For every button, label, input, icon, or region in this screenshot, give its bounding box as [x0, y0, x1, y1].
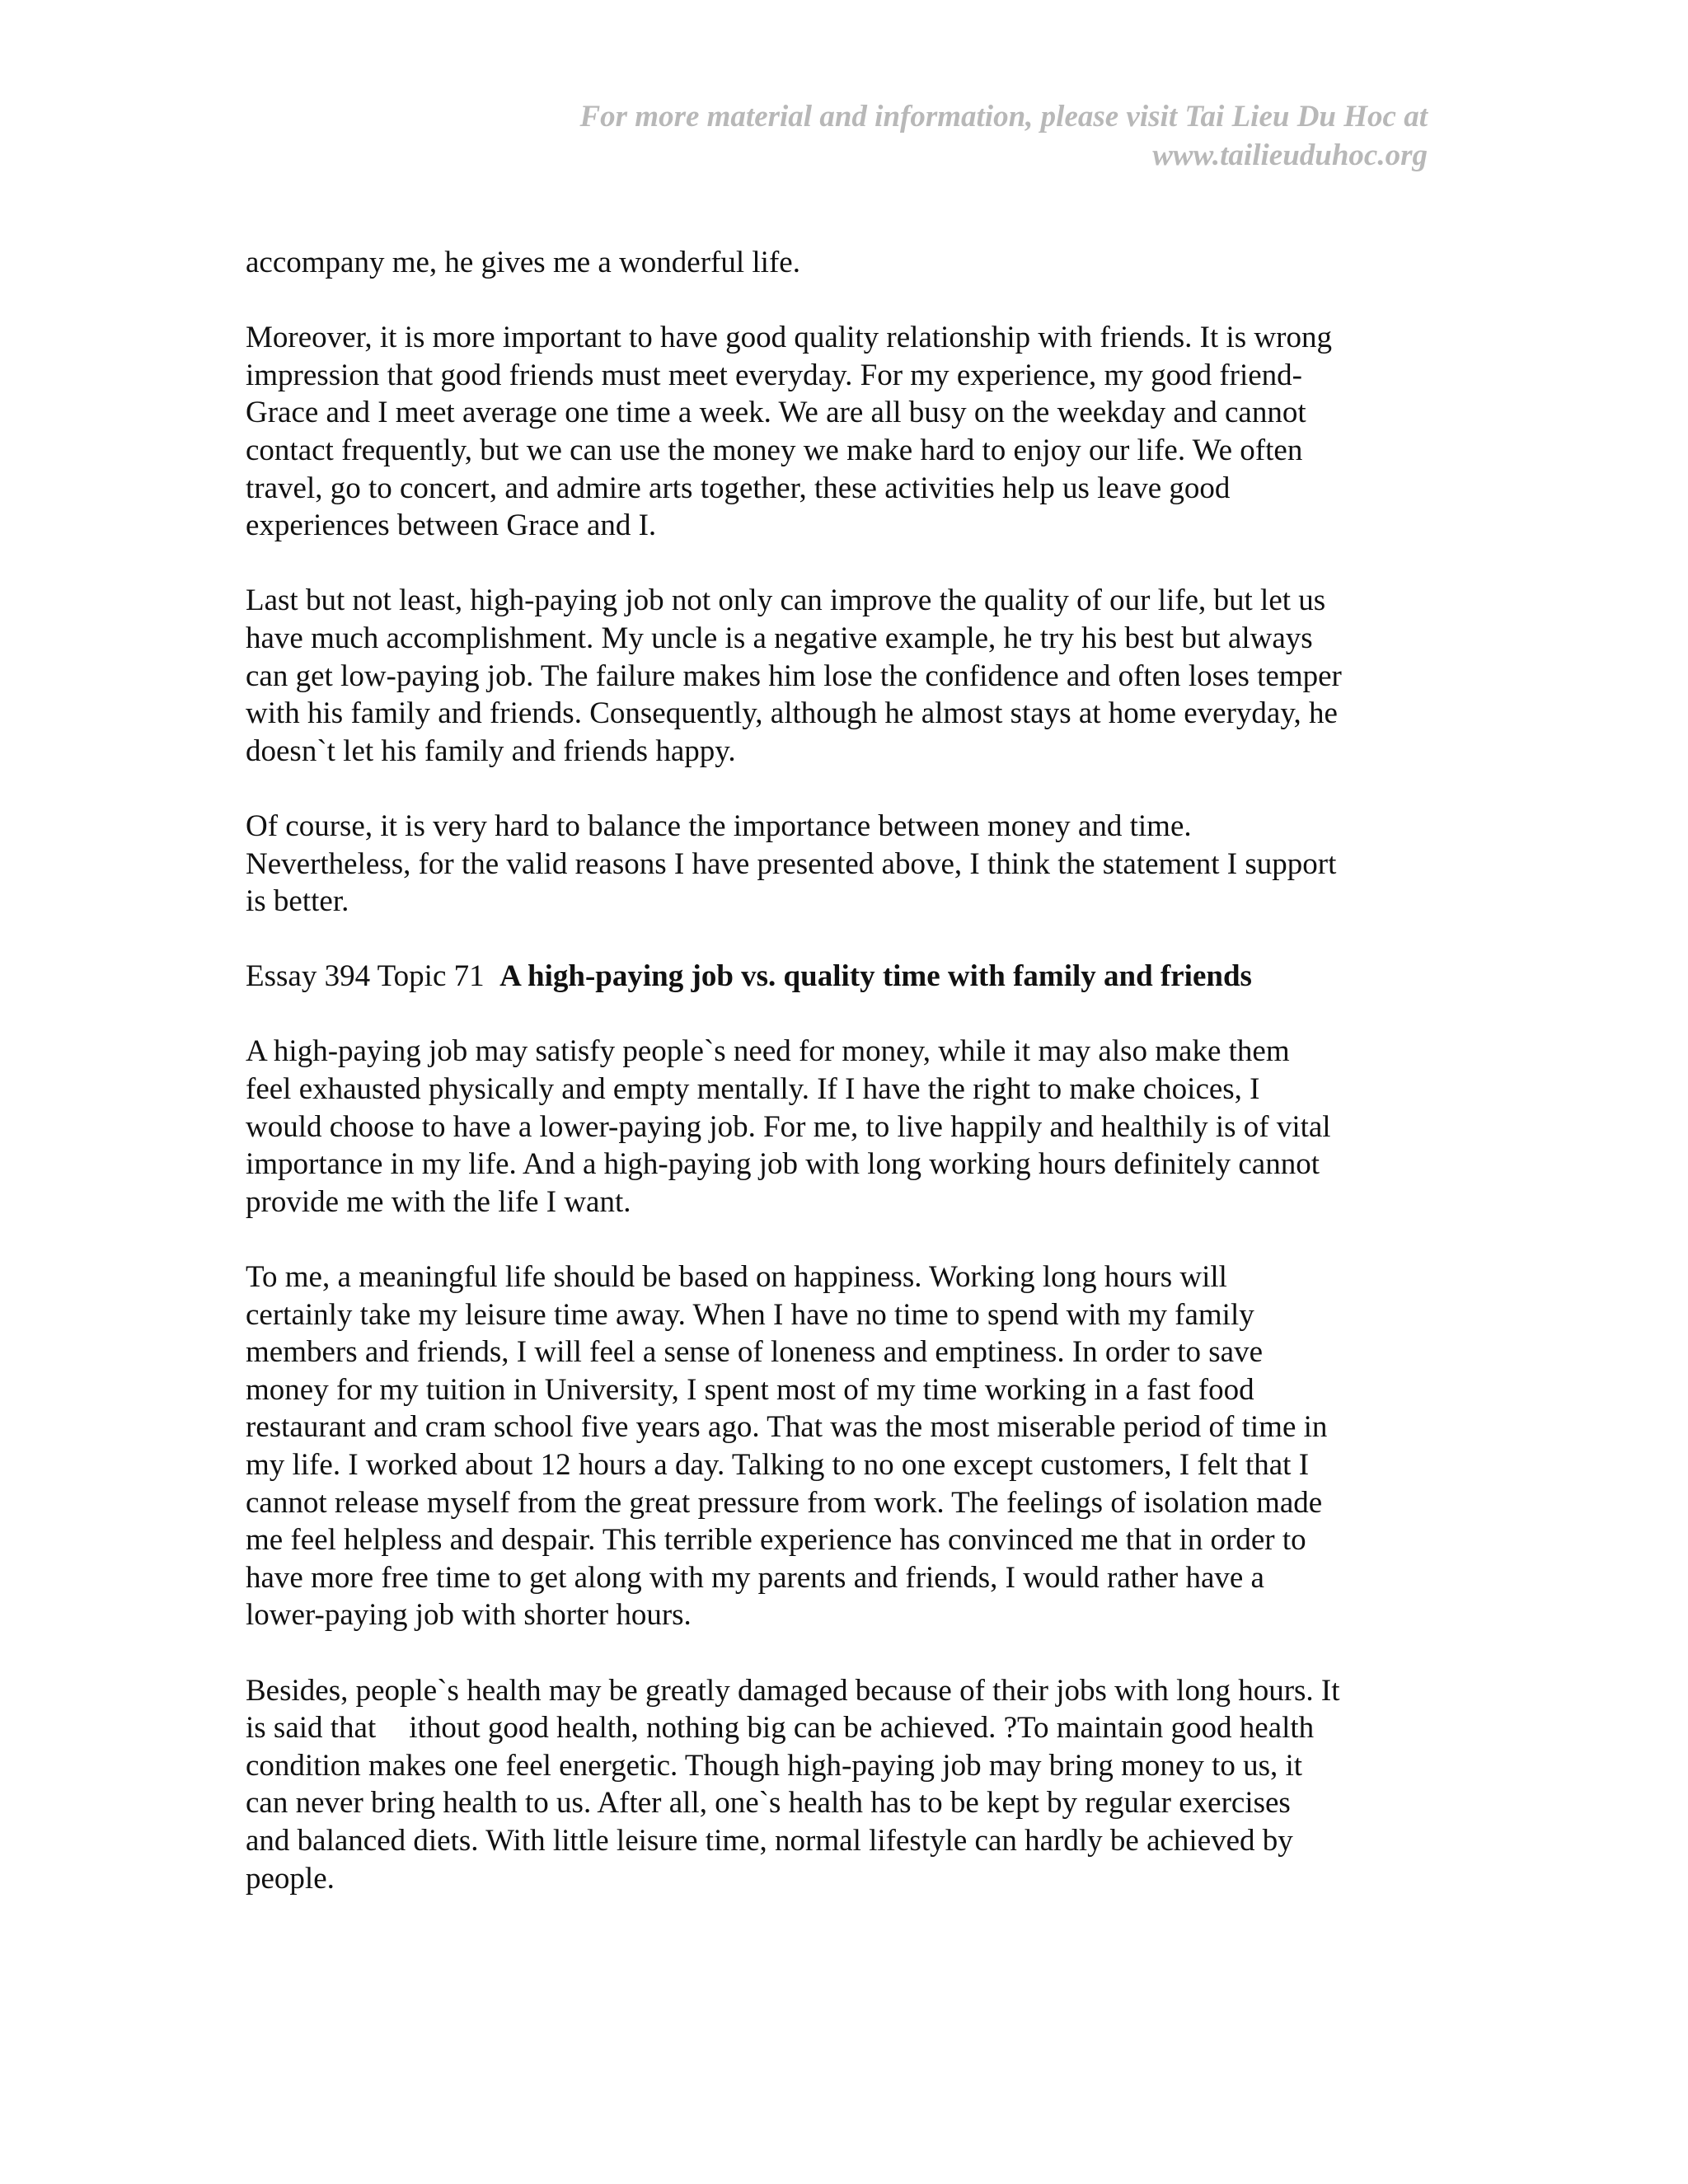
text-line: me feel helpless and despair. This terrible experience has convinced me that in order to — [246, 1523, 1306, 1558]
text-line: certainly take my leisure time away. When I have no time to spend with my family — [246, 1297, 1254, 1332]
text-line: Of course, it is very hard to balance the importance between money and time. — [246, 808, 1192, 843]
text-line: provide me with the life I want. — [246, 1184, 631, 1219]
text-line: condition makes one feel energetic. Though high-paying job may bring money to us, it — [246, 1748, 1303, 1783]
text-fragment: is said that — [246, 1711, 377, 1746]
text-line: doesn`t let his family and friends happy. — [246, 733, 736, 768]
text-line: feel exhausted physically and empty mentally. If I have the right to make choices, I — [246, 1072, 1260, 1107]
text-line: money for my tuition in University, I spent most of my time working in a fast food — [246, 1372, 1254, 1407]
essay-title: A high-paying job vs. quality time with family and friends — [499, 959, 1252, 994]
header-line-1: For more material and information, please visit Tai Lieu Du Hoc at — [579, 100, 1428, 134]
text-line: can never bring health to us. After all, one`s health has to be kept by regular exercises — [246, 1786, 1291, 1821]
header-line-2: www.tailieuduhoc.org — [1152, 138, 1428, 172]
text-line: A high-paying job may satisfy people`s need for money, while it may also make them — [246, 1034, 1290, 1069]
text-line: travel, go to concert, and admire arts together, these activities help us leave good — [246, 471, 1231, 505]
text-line: Last but not least, high-paying job not only can improve the quality of our life, but let us — [246, 583, 1326, 618]
paragraph-2 — [246, 319, 1432, 545]
text-fragment: ithout good health, nothing big can be achieved. ?To maintain good health — [409, 1711, 1315, 1746]
text-line: contact frequently, but we can use the money we make hard to enjoy our life. We often — [246, 433, 1303, 467]
text-line: Besides, people`s health may be greatly damaged because of their jobs with long hours. It — [246, 1673, 1340, 1708]
text-line: importance in my life. And a high-paying job with long working hours definitely cannot — [246, 1147, 1320, 1182]
text-line: Moreover, it is more important to have good quality relationship with friends. It is wrong — [246, 321, 1332, 355]
text-line: restaurant and cram school five years ago. That was the most miserable period of time in — [246, 1410, 1328, 1445]
text-line: Nevertheless, for the valid reasons I have presented above, I think the statement I support — [246, 846, 1337, 881]
essay-paragraph-2 — [246, 1258, 1432, 1634]
text-line: experiences between Grace and I. — [246, 509, 657, 543]
essay-paragraph-3 — [246, 1672, 1432, 1898]
essay-number: Essay 394 Topic 71 — [246, 959, 485, 994]
paragraph-4 — [246, 808, 1432, 921]
text-line: Grace and I meet average one time a week. We are all busy on the weekday and cannot — [246, 396, 1306, 430]
text-line: To me, a meaningful life should be based on happiness. Working long hours will — [246, 1260, 1227, 1295]
document-body — [246, 244, 1432, 1935]
text-line: is better. — [246, 884, 349, 919]
text-line: my life. I worked about 12 hours a day. Talking to no one except customers, I felt that I — [246, 1448, 1310, 1482]
text-line: lower-paying job with shorter hours. — [246, 1598, 692, 1633]
paragraph-3 — [246, 582, 1432, 770]
text-line: people. — [246, 1861, 335, 1896]
text-line: accompany me, he gives me a wonderful life. — [246, 246, 800, 279]
text-line: have much accomplishment. My uncle is a negative example, he try his best but always — [246, 621, 1313, 655]
essay-paragraph-1 — [246, 1033, 1432, 1221]
paragraph-1 — [246, 244, 1432, 282]
text-line: members and friends, I will feel a sense of loneness and emptiness. In order to save — [246, 1335, 1263, 1370]
text-line: have more free time to get along with my parents and friends, I would rather have a — [246, 1560, 1264, 1595]
watermark-header — [438, 97, 1428, 175]
text-line — [246, 1709, 1432, 1747]
text-line: and balanced diets. With little leisure time, normal lifestyle can hardly be achieved by — [246, 1823, 1293, 1858]
text-line: would choose to have a lower-paying job. For me, to live happily and healthily is of vital — [246, 1109, 1331, 1144]
text-line: cannot release myself from the great pressure from work. The feelings of isolation made — [246, 1485, 1323, 1520]
text-line: impression that good friends must meet everyday. For my experience, my good friend- — [246, 358, 1302, 392]
text-line: with his family and friends. Consequently, although he almost stays at home everyday, he — [246, 696, 1338, 731]
text-line: can get low-paying job. The failure makes him lose the confidence and often loses temper — [246, 658, 1342, 693]
essay-heading — [246, 958, 1432, 996]
